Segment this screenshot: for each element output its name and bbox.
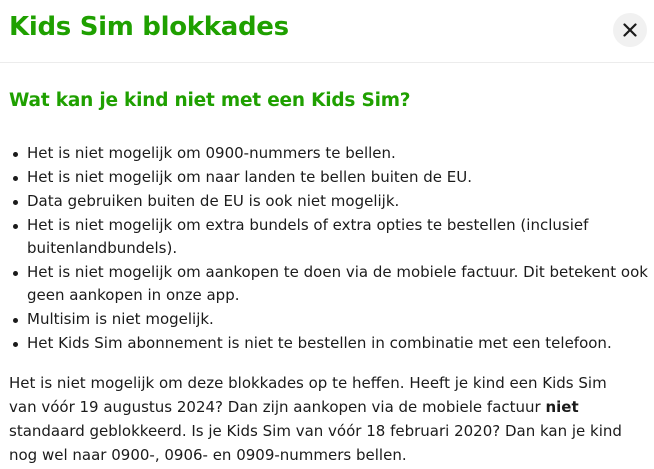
modal-header [0, 0, 654, 63]
close-icon [623, 23, 637, 37]
list-item: Het is niet mogelijk om naar landen te bellen buiten de EU. [9, 166, 649, 189]
list-item: Het is niet mogelijk om aankopen te doen via de mobiele factuur. Dit betekent ook geen aankopen in onze app. [9, 261, 649, 307]
info-paragraph [9, 371, 639, 467]
list-item: Het is niet mogelijk om extra bundels of extra opties te bestellen (inclusief buitenlandbundels). [9, 214, 649, 260]
list-item: Het Kids Sim abonnement is niet te bestellen in combinatie met een telefoon. [9, 332, 649, 355]
info-text-bold: niet [545, 398, 579, 416]
list-item: Het is niet mogelijk om 0900-nummers te bellen. [9, 142, 649, 165]
list-item: Multisim is niet mogelijk. [9, 308, 649, 331]
info-text-part1: Het is niet mogelijk om deze blokkades op te heffen. Heeft je kind een Kids Sim van vóór 19 augustus 2024? Dan zijn aankopen via de mobiele factuur [9, 374, 607, 416]
blocks-list [9, 142, 649, 355]
section-heading: Wat kan je kind niet met een Kids Sim? [9, 90, 411, 111]
list-item: Data gebruiken buiten de EU is ook niet mogelijk. [9, 190, 649, 213]
close-button[interactable] [613, 13, 647, 47]
modal-content [9, 88, 649, 467]
info-text-part2: standaard geblokkeerd. Is je Kids Sim van vóór 18 februari 2020? Dan kan je kind nog wel naar 0900-, 0906- en 0909-nummers bellen. [9, 422, 622, 464]
modal-title: Kids Sim blokkades [9, 12, 289, 42]
